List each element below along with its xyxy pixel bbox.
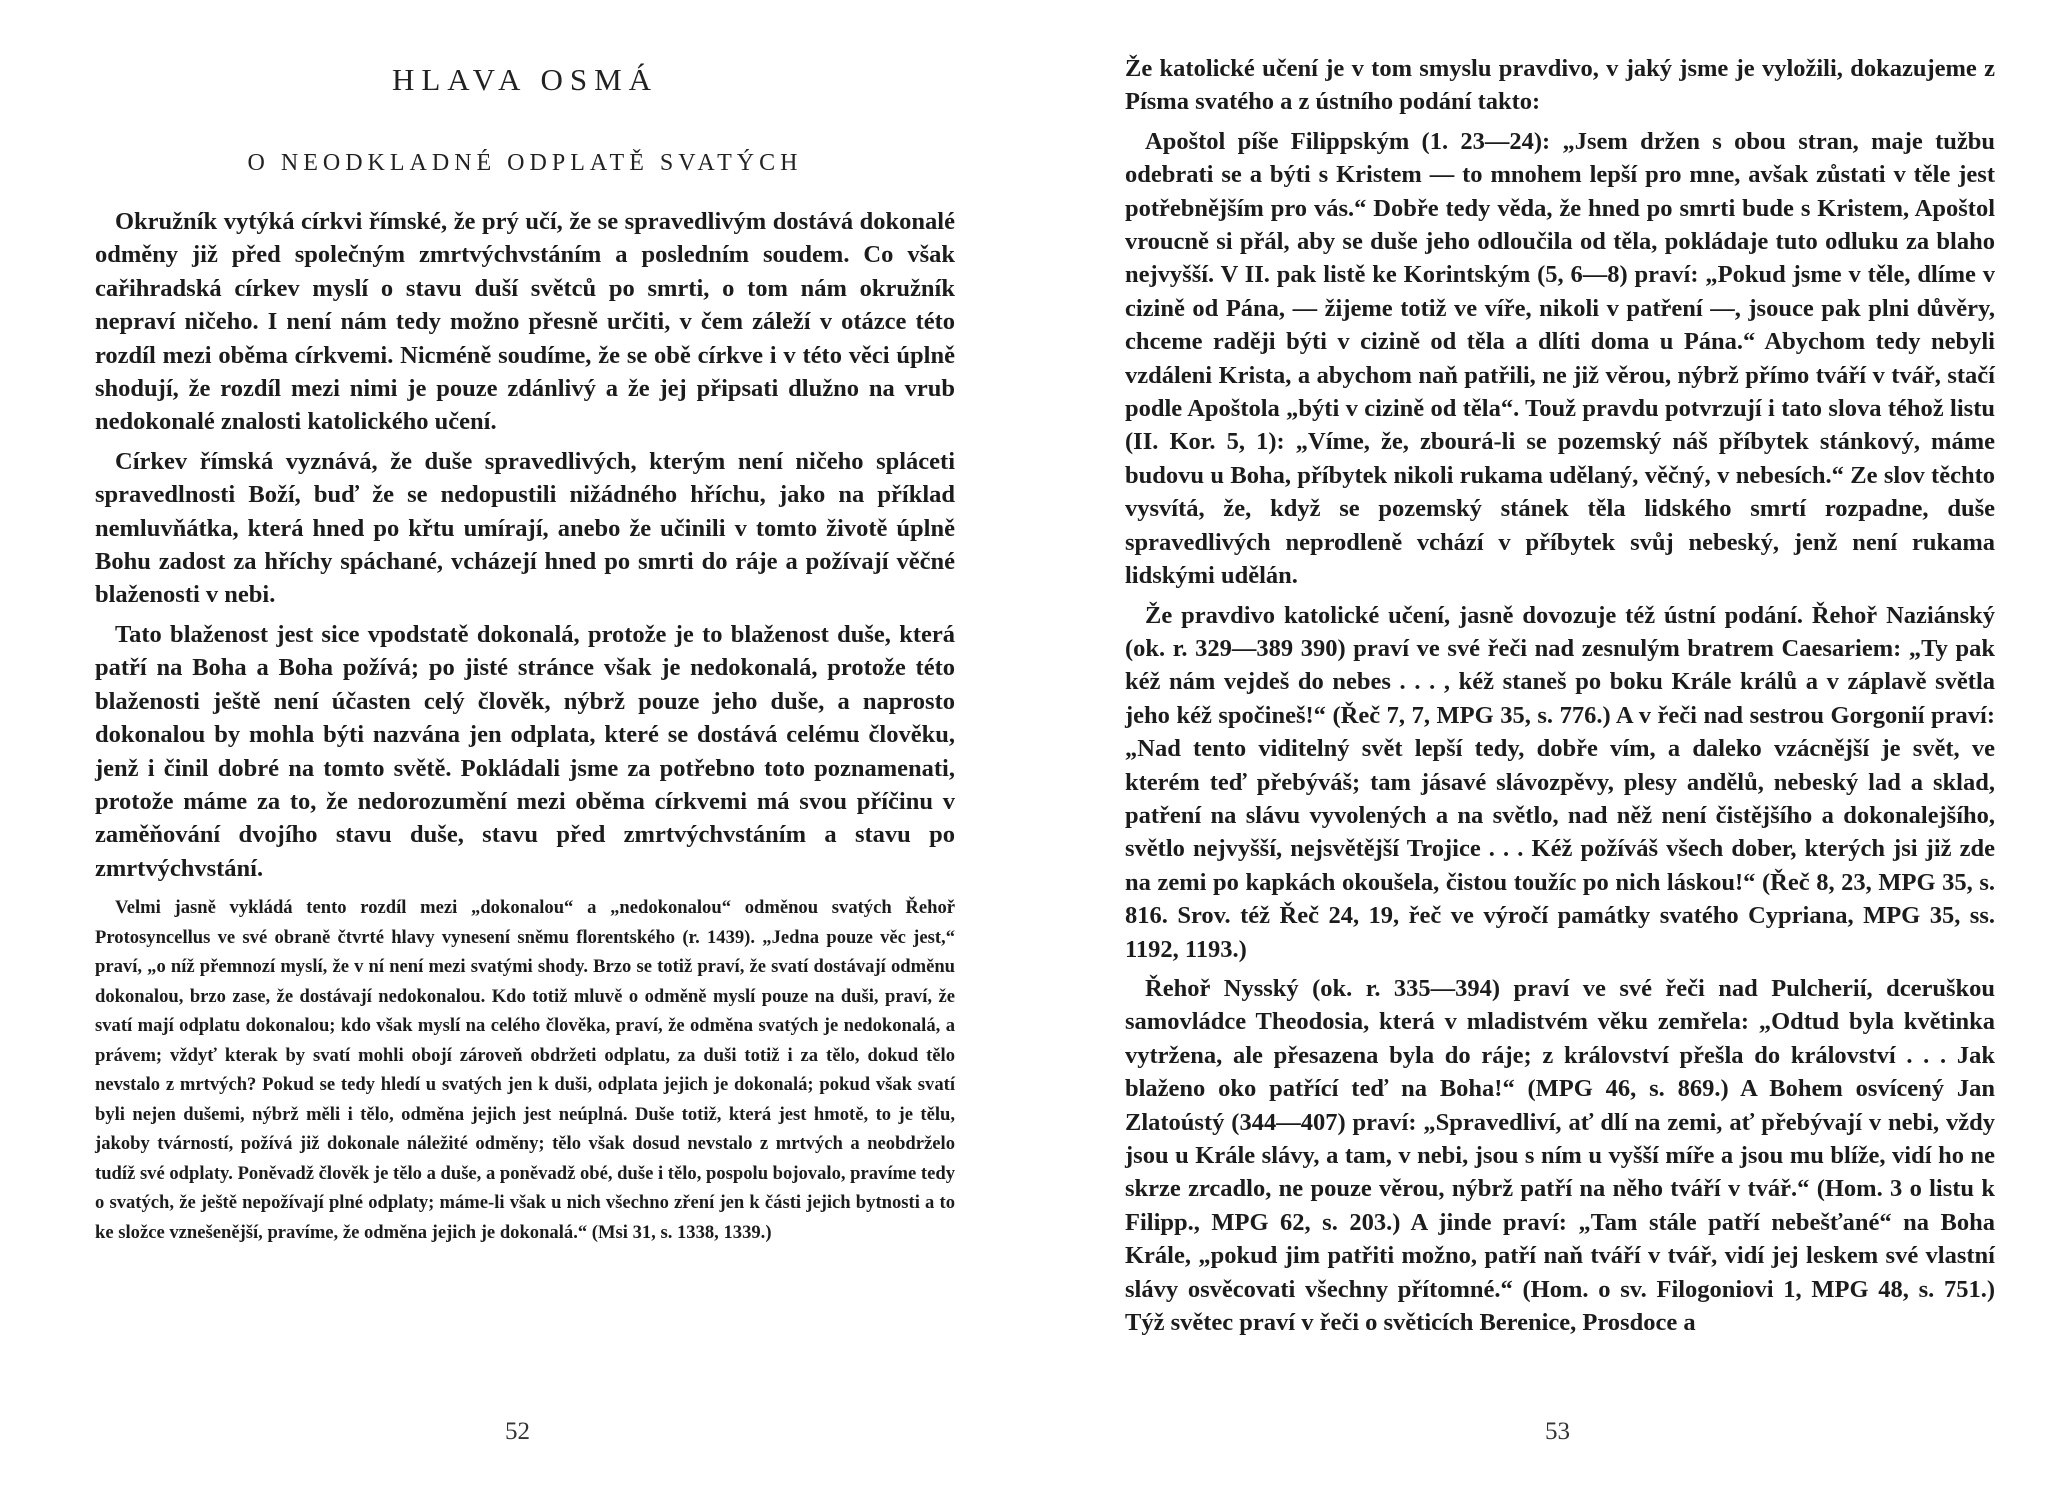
- paragraph: Tato blaženost jest sice vpodstatě dokonalá, protože je to blaženost duše, která patří na Boha a Boha požívá; po jisté stránce však je nedokonalá, protože této blaženosti ještě není účasten celý člověk, nýbrž pouze jeho duše, a naprosto dokonalou by mohla býti nazvána jen odplata, které se dostává celému člověku, jenž i činil dobré na tomto světě. Pokládali jsme za potřebno toto poznamenati, protože máme za to, že nedorozumění mezi oběma církvemi má svou příčinu v zaměňování dvojího stavu duše, stavu před zmrtvýchvstáním a stavu po zmrtvýchvstání.: [95, 620, 955, 882]
- paragraph: Řehoř Nysský (ok. r. 335—394) praví ve své řeči nad Pulcherií, dceruškou samovládce Theodosia, která v mladistvém věku zemřela: „Odtud byla květinka vytržena, ale přesazena byla do ráje; z království přešla do království . . . Jak blaženo oko patřící teď na Boha!“ (MPG 46, s. 869.) A Bohem osvícený Jan Zlatoústý (344—407) praví: „Spravedliví, ať dlí na zemi, ať přebývají v nebi, vždy jsou u Krále slávy, a tam, v nebi, jsou s ním u vyšší míře a jsou mu blíže, vidí ho ne skrze zrcadlo, ne pouze věrou, nýbrž patří na něho tváří v tvář.“ (Hom. 3 o listu k Filipp., MPG 62, s. 203.) A jinde praví: „Tam stále patří nebešťané“ na Boha Krále, „pokud jim patřiti možno, patří naň tváří v tvář, vidí jej leskem své vlastní slávy osvěcovati všechny přítomné.“ (Hom. o sv. Filogoniovi 1, MPG 48, s. 751.) Týž světec praví v řeči o světicích Berenice, Prosdoce a: [1125, 974, 1995, 1337]
- paragraph: Že pravdivo katolické učení, jasně dovozuje též ústní podání. Řehoř Naziánský (ok. r. 329—389 390) praví ve své řeči nad zesnulým bratrem Caesariem: „Ty pak kéž nám vejdeš do nebes . . . , kéž staneš po boku Krále králů a v záplavě světla jeho kéž spočineš!“ (Řeč 7, 7, MPG 35, s. 776.) A v řeči nad sestrou Gorgonií praví: „Nad tento viditelný svět lepší tedy, dobře vím, a daleko vzácnější je svět, ve kterém teď přebýváš; tam jásavé slávozpěvy, plesy andělů, nebeský lad a sklad, patření na slávu vyvolených a na světlo, nad něž není čistějšího a dokonalejšího, světlo nejvyšší, nejsvětější Trojice . . . Kéž požíváš všech dober, kterých jsi již zde na zemi po kapkách okoušela, čistou toužíc po nich láskou!“ (Řeč 8, 23, MPG 35, s. 816. Srov. též Řeč 24, 19, řeč ve výročí památky svatého Cypriana, MPG 35, ss. 1192, 1193.): [1125, 601, 1995, 963]
- small-print-note: Velmi jasně vykládá tento rozdíl mezi „dokonalou“ a „nedokonalou“ odměnou svatých Řehoř Protosyncellus ve své obraně čtvrté hlavy vynesení sněmu florentského (r. 1439). „Jedna pouze věc jest,“ praví, „o níž přemnozí myslí, že v ní není mezi svatými shody. Brzo se totiž praví, že svatí dostávají odměnu dokonalou, brzo zase, že dostávají nedokonalou. Kdo totiž mluvě o odměně myslí pouze na duši, praví, že svatí mají odplatu dokonalou; kdo však myslí na celého člověka, praví, že odměna svatých je nedokonalá, a právem; vždyť kterak by svatí mohli obojí zároveň obdržeti odplatu, za duši totiž i za tělo, dokud tělo nevstalo z mrtvých? Pokud se tedy hledí u svatých jen k duši, odplata jejich je dokonalá; pokud však svatí byli nejen dušemi, nýbrž měli i tělo, odměna jejich jest neúplná. Duše totiž, která jest hmotě, to je tělu, jakoby tvárností, požívá již dokonale náležité odměny; tělo však dosud nevstalo z mrtvých a neobdrželo tudíž své odplaty. Poněvadž člověk je tělo a duše, a poněvadž obé, duše i tělo, pospolu bojovalo, pravíme tedy o svatých, že ještě nepožívají plné odplaty; máme-li však u nich všechno zření jen k části jejich bytnosti a to ke složce vznešenější, pravíme, že odměna jejich je dokonalá.“ (Msi 31, s. 1338, 1339.): [95, 897, 955, 1243]
- left-body-text: [95, 205, 955, 1247]
- left-page: [95, 0, 955, 1500]
- page-number-left: 52: [505, 1418, 530, 1445]
- paragraph: Okružník vytýká církvi římské, že prý učí, že se spravedlivým dostává dokonalé odměny již před společným zmrtvýchvstáním a posledním soudem. Co však cařihradská církev myslí o stavu duší světců po smrti, o tom nám okružník nepraví ničeho. I není nám tedy možno přesně určiti, v čem záleží v otázce této rozdíl mezi oběma církvemi. Nicméně soudíme, že se obě církve i v této věci úplně shodují, že rozdíl mezi nimi je pouze zdánlivý a že jej připsati dlužno na vrub nedokonalé znalosti katolického učení.: [95, 208, 955, 436]
- paragraph: Apoštol píše Filippským (1. 23—24): „Jsem držen s obou stran, maje tužbu odebrati se a býti s Kristem — to mnohem lepší pro mne, avšak zůstati v těle jest potřebnějším pro vás.“ Dobře tedy věda, že hned po smrti bude s Kristem, Apoštol vroucně si přál, aby se duše jeho odloučila od těla, pokládaje tuto odluku za blaho nejvyšší. V II. pak listě ke Korintským (5, 6—8) praví: „Pokud jsme v těle, dlíme v cizině od Pána, — žijeme totiž ve víře, nikoli v patření —, jsouce pak plni důvěry, chceme raději býti v cizině od těla a dlíti doma u Pána.“ Abychom tedy nebyli vzdáleni Krista, a abychom naň patřili, ne již věrou, nýbrž přímo tváří v tvář, stačí podle Apoštola „býti v cizině od těla“. Touž pravdu potvrzují i tato slova téhož listu (II. Kor. 5, 1): „Víme, že, zbourá-li se pozemský náš příbytek stánkový, máme budovu u Boha, příbytek nikoli rukama udělaný, věčný, v nebesích.“ Ze slov těchto vysvítá, že, když se pozemský stánek těla lidského smrtí rozpadne, duše spravedlivých neprodleně vchází v příbytek svůj nebeský, jenž není rukama lidskými udělán.: [1125, 127, 1995, 590]
- chapter-heading: HLAVA OSMÁ: [391, 62, 659, 97]
- chapter-subheading: O NEODKLADNÉ ODPLATĚ SVATÝCH: [247, 150, 803, 176]
- paragraph: Církev římská vyznává, že duše spravedlivých, kterým není ničeho spláceti spravedlnosti Boží, buď že se nedopustili nižádného hříchu, jako na příklad nemluvňátka, která hned po křtu umírají, anebo že učinili v tomto životě úplně Bohu zadost za hříchy spáchané, vcházejí hned po smrti do ráje a požívají věčné blaženosti v nebi.: [95, 447, 955, 609]
- page-number-right: 53: [1545, 1418, 1570, 1445]
- paragraph: Že katolické učení je v tom smyslu pravdivo, v jaký jsme je vyložili, dokazujeme z Písma svatého a z ústního podání takto:: [1125, 55, 1995, 116]
- right-body-text: [1125, 52, 1995, 1345]
- right-page: [1125, 0, 1995, 1500]
